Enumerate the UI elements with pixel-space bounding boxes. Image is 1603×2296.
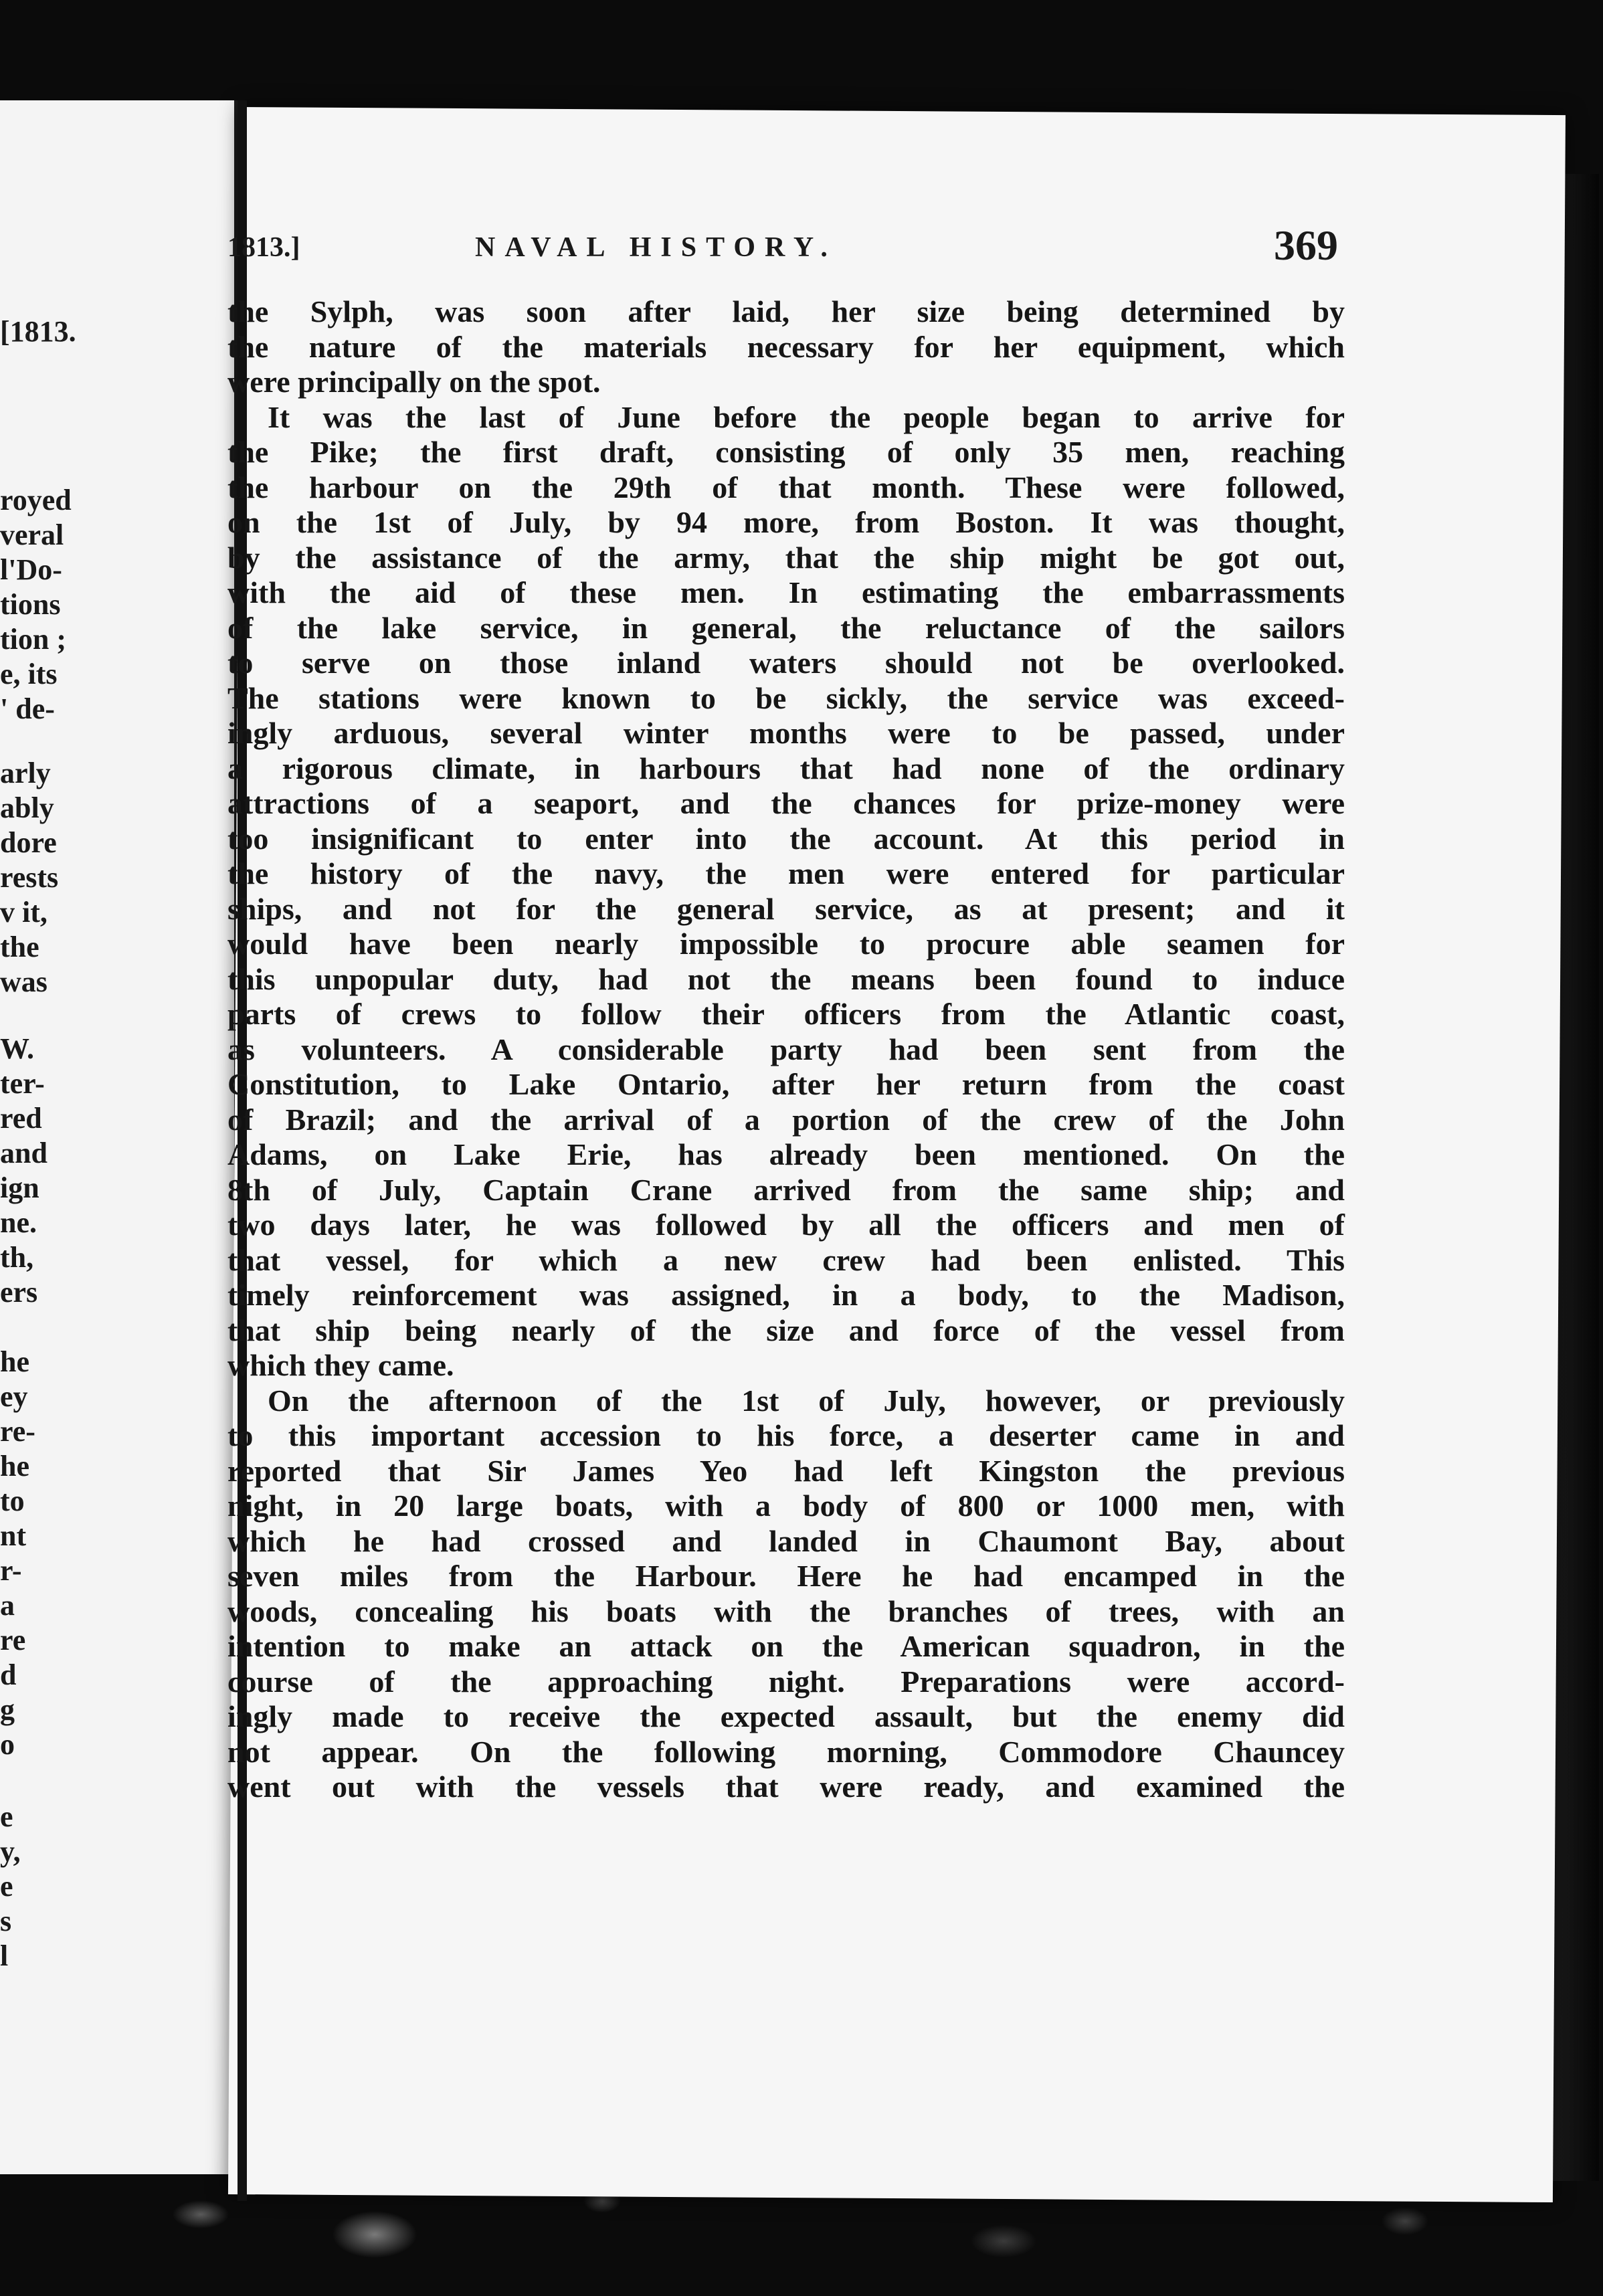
facing-page-line-group bbox=[0, 1800, 21, 1974]
running-head-year: 1813.] bbox=[227, 232, 300, 263]
running-head-title: NAVAL HISTORY. bbox=[475, 232, 837, 263]
text-line: not appear. On the following morning, Commodore Chauncey bbox=[227, 1734, 1345, 1769]
text-line: On the afternoon of the 1st of July, however, or previously bbox=[268, 1383, 1345, 1418]
text-line: intention to make an attack on the American squadron, in the bbox=[227, 1629, 1345, 1663]
facing-page-line: g bbox=[0, 1693, 15, 1726]
facing-page-line: r- bbox=[0, 1554, 22, 1587]
text-line: The stations were known to be sickly, the service was exceed- bbox=[227, 680, 1345, 715]
text-line: this unpopular duty, had not the means been found to induce bbox=[227, 961, 1345, 996]
text-line: ships, and not for the general service, as at present; and it bbox=[227, 891, 1345, 926]
facing-page-line-group bbox=[0, 1032, 48, 1310]
text-line: timely reinforcement was assigned, in a body, to the Madison, bbox=[227, 1278, 1345, 1312]
text-line: the harbour on the 29th of that month. These were followed, bbox=[227, 470, 1345, 504]
text-line: woods, concealing his boats with the branches of trees, with an bbox=[227, 1594, 1345, 1628]
facing-page-line: was bbox=[0, 965, 48, 998]
facing-page-line: d bbox=[0, 1658, 17, 1691]
text-line: It was the last of June before the people began to arrive for bbox=[268, 399, 1345, 434]
text-line: to serve on those inland waters should not be overlooked. bbox=[227, 646, 1345, 680]
facing-page-line: to bbox=[0, 1485, 25, 1517]
facing-page-line: the bbox=[0, 931, 39, 963]
text-line: the history of the navy, the men were entered for particular bbox=[227, 856, 1345, 890]
facing-page-line-group bbox=[0, 1345, 35, 1762]
facing-page-line: royed bbox=[0, 484, 72, 516]
text-line: the nature of the materials necessary for her equipment, which bbox=[227, 329, 1345, 364]
facing-page-line: ers bbox=[0, 1276, 38, 1309]
facing-page-line: and bbox=[0, 1137, 48, 1169]
text-line: went out with the vessels that were ready, and examined the bbox=[227, 1769, 1345, 1804]
facing-page-line: re- bbox=[0, 1415, 35, 1448]
text-line: of Brazil; and the arrival of a portion of the crew of the John bbox=[227, 1102, 1345, 1137]
running-head bbox=[227, 221, 1338, 281]
facing-page-line: th, bbox=[0, 1241, 34, 1274]
paragraph bbox=[227, 1383, 1345, 1805]
facing-page-line: ne. bbox=[0, 1206, 37, 1239]
text-line: the Pike; the first draft, consisting of only 35 men, reaching bbox=[227, 435, 1345, 469]
facing-page-line-group bbox=[0, 756, 58, 999]
facing-page-running-head: [1813. bbox=[0, 315, 76, 348]
text-line: were principally on the spot. bbox=[227, 365, 601, 399]
text-line: would have been nearly impossible to procure able seamen for bbox=[227, 927, 1345, 961]
facing-page-line: ably bbox=[0, 791, 54, 824]
facing-page-line: l bbox=[0, 1939, 9, 1972]
facing-page-text bbox=[0, 483, 72, 727]
facing-page-line: nt bbox=[0, 1519, 27, 1552]
facing-page-line: W. bbox=[0, 1032, 34, 1065]
facing-page-line: he bbox=[0, 1345, 29, 1378]
facing-page-line: rests bbox=[0, 861, 59, 894]
text-line: to this important accession to his force, a deserter came in and bbox=[227, 1418, 1345, 1452]
facing-page-line: o bbox=[0, 1728, 15, 1761]
facing-page-line: s bbox=[0, 1905, 12, 1937]
text-line: two days later, he was followed by all the officers and men of bbox=[227, 1208, 1345, 1242]
text-line: ingly arduous, several winter months were to be passed, under bbox=[227, 716, 1345, 750]
facing-page-line: ign bbox=[0, 1171, 39, 1204]
text-line: reported that Sir James Yeo had left Kingston the previous bbox=[227, 1453, 1345, 1488]
facing-page-line: l'Do- bbox=[0, 553, 62, 586]
facing-page-line: ey bbox=[0, 1380, 28, 1413]
text-line: Adams, on Lake Erie, has already been mentioned. On the bbox=[227, 1137, 1345, 1171]
facing-page-line: e bbox=[0, 1870, 13, 1903]
facing-page-line: veral bbox=[0, 518, 64, 551]
text-line: which they came. bbox=[227, 1348, 454, 1382]
facing-page-line: red bbox=[0, 1102, 42, 1135]
facing-page-text bbox=[0, 756, 58, 999]
text-line: night, in 20 large boats, with a body of 800 or 1000 men, with bbox=[227, 1489, 1345, 1523]
text-line: ingly made to receive the expected assault, but the enemy did bbox=[227, 1699, 1345, 1733]
text-line: as volunteers. A considerable party had been sent from the bbox=[227, 1032, 1345, 1066]
facing-page-line: tion ; bbox=[0, 623, 66, 656]
text-line: by the assistance of the army, that the ship might be got out, bbox=[227, 540, 1345, 575]
facing-page-line: arly bbox=[0, 757, 51, 789]
text-line: attractions of a seaport, and the chances for prize-money were bbox=[227, 786, 1345, 820]
page-number: 369 bbox=[1274, 221, 1338, 269]
text-line: with the aid of these men. In estimating the embarrassments bbox=[227, 575, 1345, 609]
text-line: that vessel, for which a new crew had been enlisted. This bbox=[227, 1242, 1345, 1277]
text-line: that ship being nearly of the size and force of the vessel from bbox=[227, 1313, 1345, 1347]
facing-page-line: ter- bbox=[0, 1067, 45, 1100]
facing-page-line: tions bbox=[0, 588, 61, 621]
text-line: which he had crossed and landed in Chaumont Bay, about bbox=[227, 1523, 1345, 1558]
text-line: of the lake service, in general, the reluctance of the sailors bbox=[227, 610, 1345, 645]
text-line: seven miles from the Harbour. Here he had encamped in the bbox=[227, 1559, 1345, 1593]
facing-page-line: v it, bbox=[0, 896, 48, 929]
facing-page-line: y, bbox=[0, 1835, 21, 1868]
body-text bbox=[227, 294, 1345, 1805]
facing-page-text bbox=[0, 1800, 21, 1974]
text-line: on the 1st of July, by 94 more, from Boston. It was thought, bbox=[227, 505, 1345, 539]
paragraph bbox=[227, 294, 1345, 400]
facing-page-line: ' de- bbox=[0, 692, 55, 725]
text-line: too insignificant to enter into the account. At this period in bbox=[227, 821, 1345, 856]
facing-page-text bbox=[0, 1032, 48, 1310]
paragraph bbox=[227, 400, 1345, 1383]
facing-page-line: e, its bbox=[0, 658, 58, 690]
facing-page-text bbox=[0, 1345, 35, 1762]
text-line: parts of crews to follow their officers from the Atlantic coast, bbox=[227, 997, 1345, 1031]
facing-page-line: dore bbox=[0, 826, 57, 859]
facing-page-fragment bbox=[0, 100, 238, 2174]
facing-page-line: he bbox=[0, 1450, 29, 1482]
text-line: a rigorous climate, in harbours that had none of the ordinary bbox=[227, 751, 1345, 785]
text-line: the Sylph, was soon after laid, her size being determined by bbox=[227, 294, 1345, 328]
facing-page-line: re bbox=[0, 1624, 26, 1656]
facing-page-line-group bbox=[0, 483, 72, 727]
facing-page-line: a bbox=[0, 1589, 15, 1622]
facing-page-line: e bbox=[0, 1800, 13, 1833]
text-line: 8th of July, Captain Crane arrived from the same ship; and bbox=[227, 1172, 1345, 1207]
text-line: Constitution, to Lake Ontario, after her return from the coast bbox=[227, 1067, 1345, 1101]
text-line: course of the approaching night. Preparations were accord- bbox=[227, 1664, 1345, 1699]
